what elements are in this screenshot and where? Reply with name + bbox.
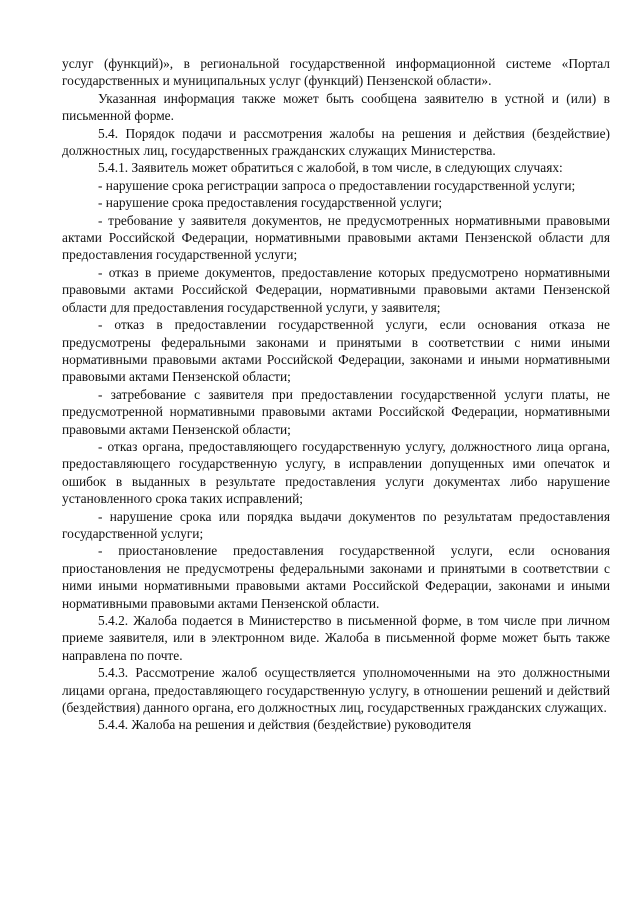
list-item: - затребование с заявителя при предоставлении государственной услуги платы, не предусмотренной нормативными правовыми актами Российской Федерации, нормативными правовыми актами Пензенской области;	[62, 386, 610, 437]
section-5-4-4: 5.4.4. Жалоба на решения и действия (бездействие) руководителя	[98, 717, 472, 733]
list-item: - нарушение срока предоставления государственной услуги;	[98, 195, 443, 211]
list-item: - отказ органа, предоставляющего государственную услугу, должностного лица органа, предоставляющего государственную услугу, в исправлении допущенных ими опечаток и ошибок в выданных в результате предоставления услуги документах либо нарушение установленного срока таких исправлений;	[62, 438, 610, 507]
section-5-4-heading: 5.4. Порядок подачи и рассмотрения жалобы на решения и действия (бездействие) должностных лиц, государственных гражданских служащих Министерства.	[62, 125, 610, 159]
document-page	[62, 55, 610, 734]
list-item: - нарушение срока регистрации запроса о предоставлении государственной услуги;	[98, 177, 576, 193]
paragraph-info-oral-written: Указанная информация также может быть сообщена заявителю в устной и (или) в письменной форме.	[62, 90, 610, 124]
list-item: - отказ в приеме документов, предоставление которых предусмотрено нормативными правовыми актами Российской Федерации, нормативными правовыми актами Пензенской области для предоставления государственной услуги, у заявителя;	[62, 264, 610, 315]
list-item: - требование у заявителя документов, не предусмотренных нормативными правовыми актами Российской Федерации, нормативными правовыми актами Пензенской области для предоставления государственной услуги;	[62, 212, 610, 263]
section-5-4-2: 5.4.2. Жалоба подается в Министерство в письменной форме, в том числе при личном приеме заявителя, или в электронном виде. Жалоба в письменной форме может быть также направлена по почте.	[62, 613, 610, 663]
list-item: - приостановление предоставления государственной услуги, если основания приостановления не предусмотрены федеральными законами и принятыми в соответствии с ними иными нормативными правовыми актами Российской Федерации, законами и иными нормативными правовыми актами Пензенской области.	[62, 543, 610, 611]
paragraph-continuation: услуг (функций)», в региональной государственной информационной системе «Портал государственных и муниципальных услуг (функций) Пензенской области».	[62, 56, 610, 89]
section-5-4-1: 5.4.1. Заявитель может обратиться с жалобой, в том числе, в следующих случаях:	[98, 160, 563, 176]
list-item: - нарушение срока или порядка выдачи документов по результатам предоставления государственной услуги;	[62, 508, 610, 541]
section-5-4-3: 5.4.3. Рассмотрение жалоб осуществляется уполномоченными на это должностными лицами органа, предоставляющего государственную услугу, в отношении решений и действий (бездействия) данного органа, его должностных лиц, государственных гражданских служащих.	[62, 665, 610, 716]
list-item: - отказ в предоставлении государственной услуги, если основания отказа не предусмотрены федеральными законами и принятыми в соответствии с ними иными нормативными правовыми актами Российской Федерации, законами и иными нормативными правовыми актами Пензенской области;	[62, 317, 610, 385]
